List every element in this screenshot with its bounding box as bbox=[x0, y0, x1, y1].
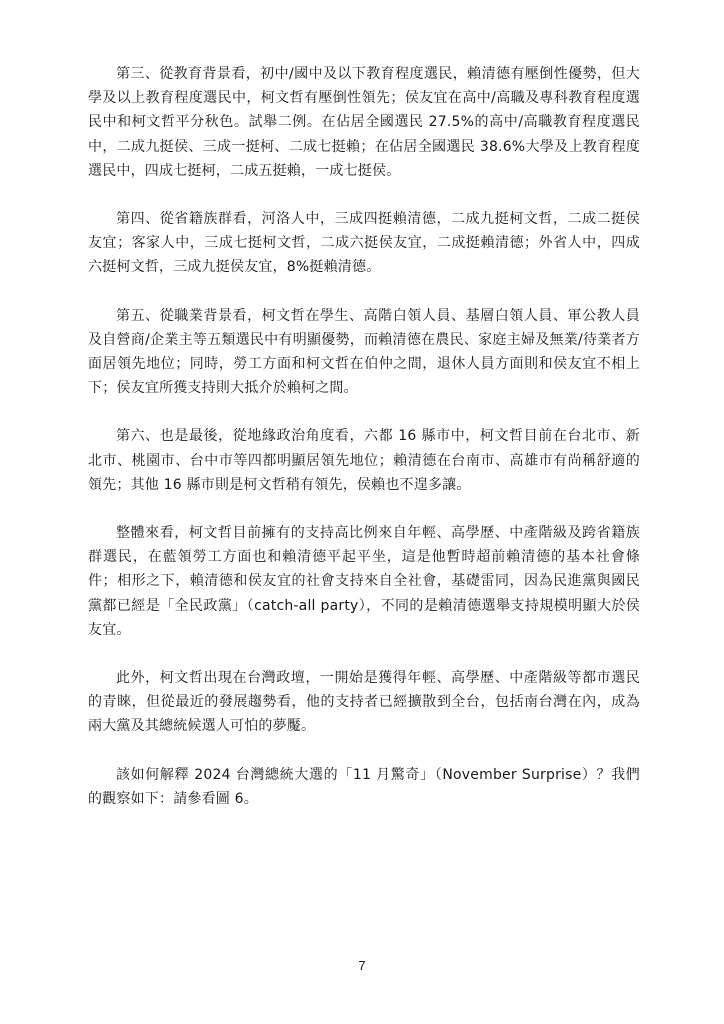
paragraph-education: 第三、從教育背景看，初中/國中及以下教育程度選民，賴清德有壓倒性優勢，但大學及以上教育程度選民中，柯文哲有壓倒性領先；侯友宜在高中/高職及專科教育程度選民中和柯文哲平分秋色。試舉二例。在佔居全國選民 27.5%的高中/高職教育程度選民中，二成九挺侯、三成一挺柯、二成七挺賴；在佔居全國選民 38.6%大學及上教育程度選民中，四成七挺柯，二成五挺賴，一成七挺侯。 bbox=[88, 66, 640, 179]
document-body bbox=[88, 62, 640, 835]
paragraph-overall: 整體來看，柯文哲目前擁有的支持高比例來自年輕、高學歷、中產階級及跨省籍族群選民，在藍領勞工方面也和賴清德平起平坐，這是他暫時超前賴清德的基本社會條件；相形之下，賴清德和侯友宜的社會支持來自全社會，基礎雷同，因為民進黨與國民黨都已經是「全民政黨」（catch-all party），不同的是賴清德選舉支持規模明顯大於侯友宜。 bbox=[88, 525, 640, 638]
paragraph-trend: 此外，柯文哲出現在台灣政壇，一開始是獲得年輕、高學歷、中產階級等都市選民的青睞，但從最近的發展趨勢看，他的支持者已經擴散到全台，包括南台灣在內，成為兩大黨及其總統候選人可怕的夢魘。 bbox=[88, 670, 640, 735]
paragraph-occupation: 第五、從職業背景看，柯文哲在學生、高階白領人員、基層白領人員、軍公教人員及自營商/企業主等五類選民中有明顯優勢，而賴清德在農民、家庭主婦及無業/待業者方面居領先地位；同時，勞工方面和柯文哲在伯仲之間，退休人員方面則和侯友宜不相上下；侯友宜所獲支持則大抵介於賴柯之間。 bbox=[88, 307, 640, 397]
paragraph-november-surprise: 該如何解釋 2024 台灣總統大選的「11 月驚奇」（November Surprise）？我們的觀察如下：請參看圖 6。 bbox=[88, 766, 640, 807]
paragraph-ethnicity: 第四、從省籍族群看，河洛人中，三成四挺賴清德，二成九挺柯文哲，二成二挺侯友宜；客家人中，三成七挺柯文哲，二成六挺侯友宜，二成挺賴清德；外省人中，四成六挺柯文哲，三成九挺侯友宜，8%挺賴清德。 bbox=[88, 211, 640, 276]
page-number: 7 bbox=[358, 958, 366, 973]
paragraph-geography: 第六、也是最後，從地緣政治角度看，六都 16 縣市中，柯文哲目前在台北市、新北市、桃園市、台中市等四都明顯居領先地位；賴清德在台南市、高雄市有尚稱舒適的領先；其他 16 縣市則是柯文哲稍有領先，侯賴也不遑多讓。 bbox=[88, 428, 640, 493]
